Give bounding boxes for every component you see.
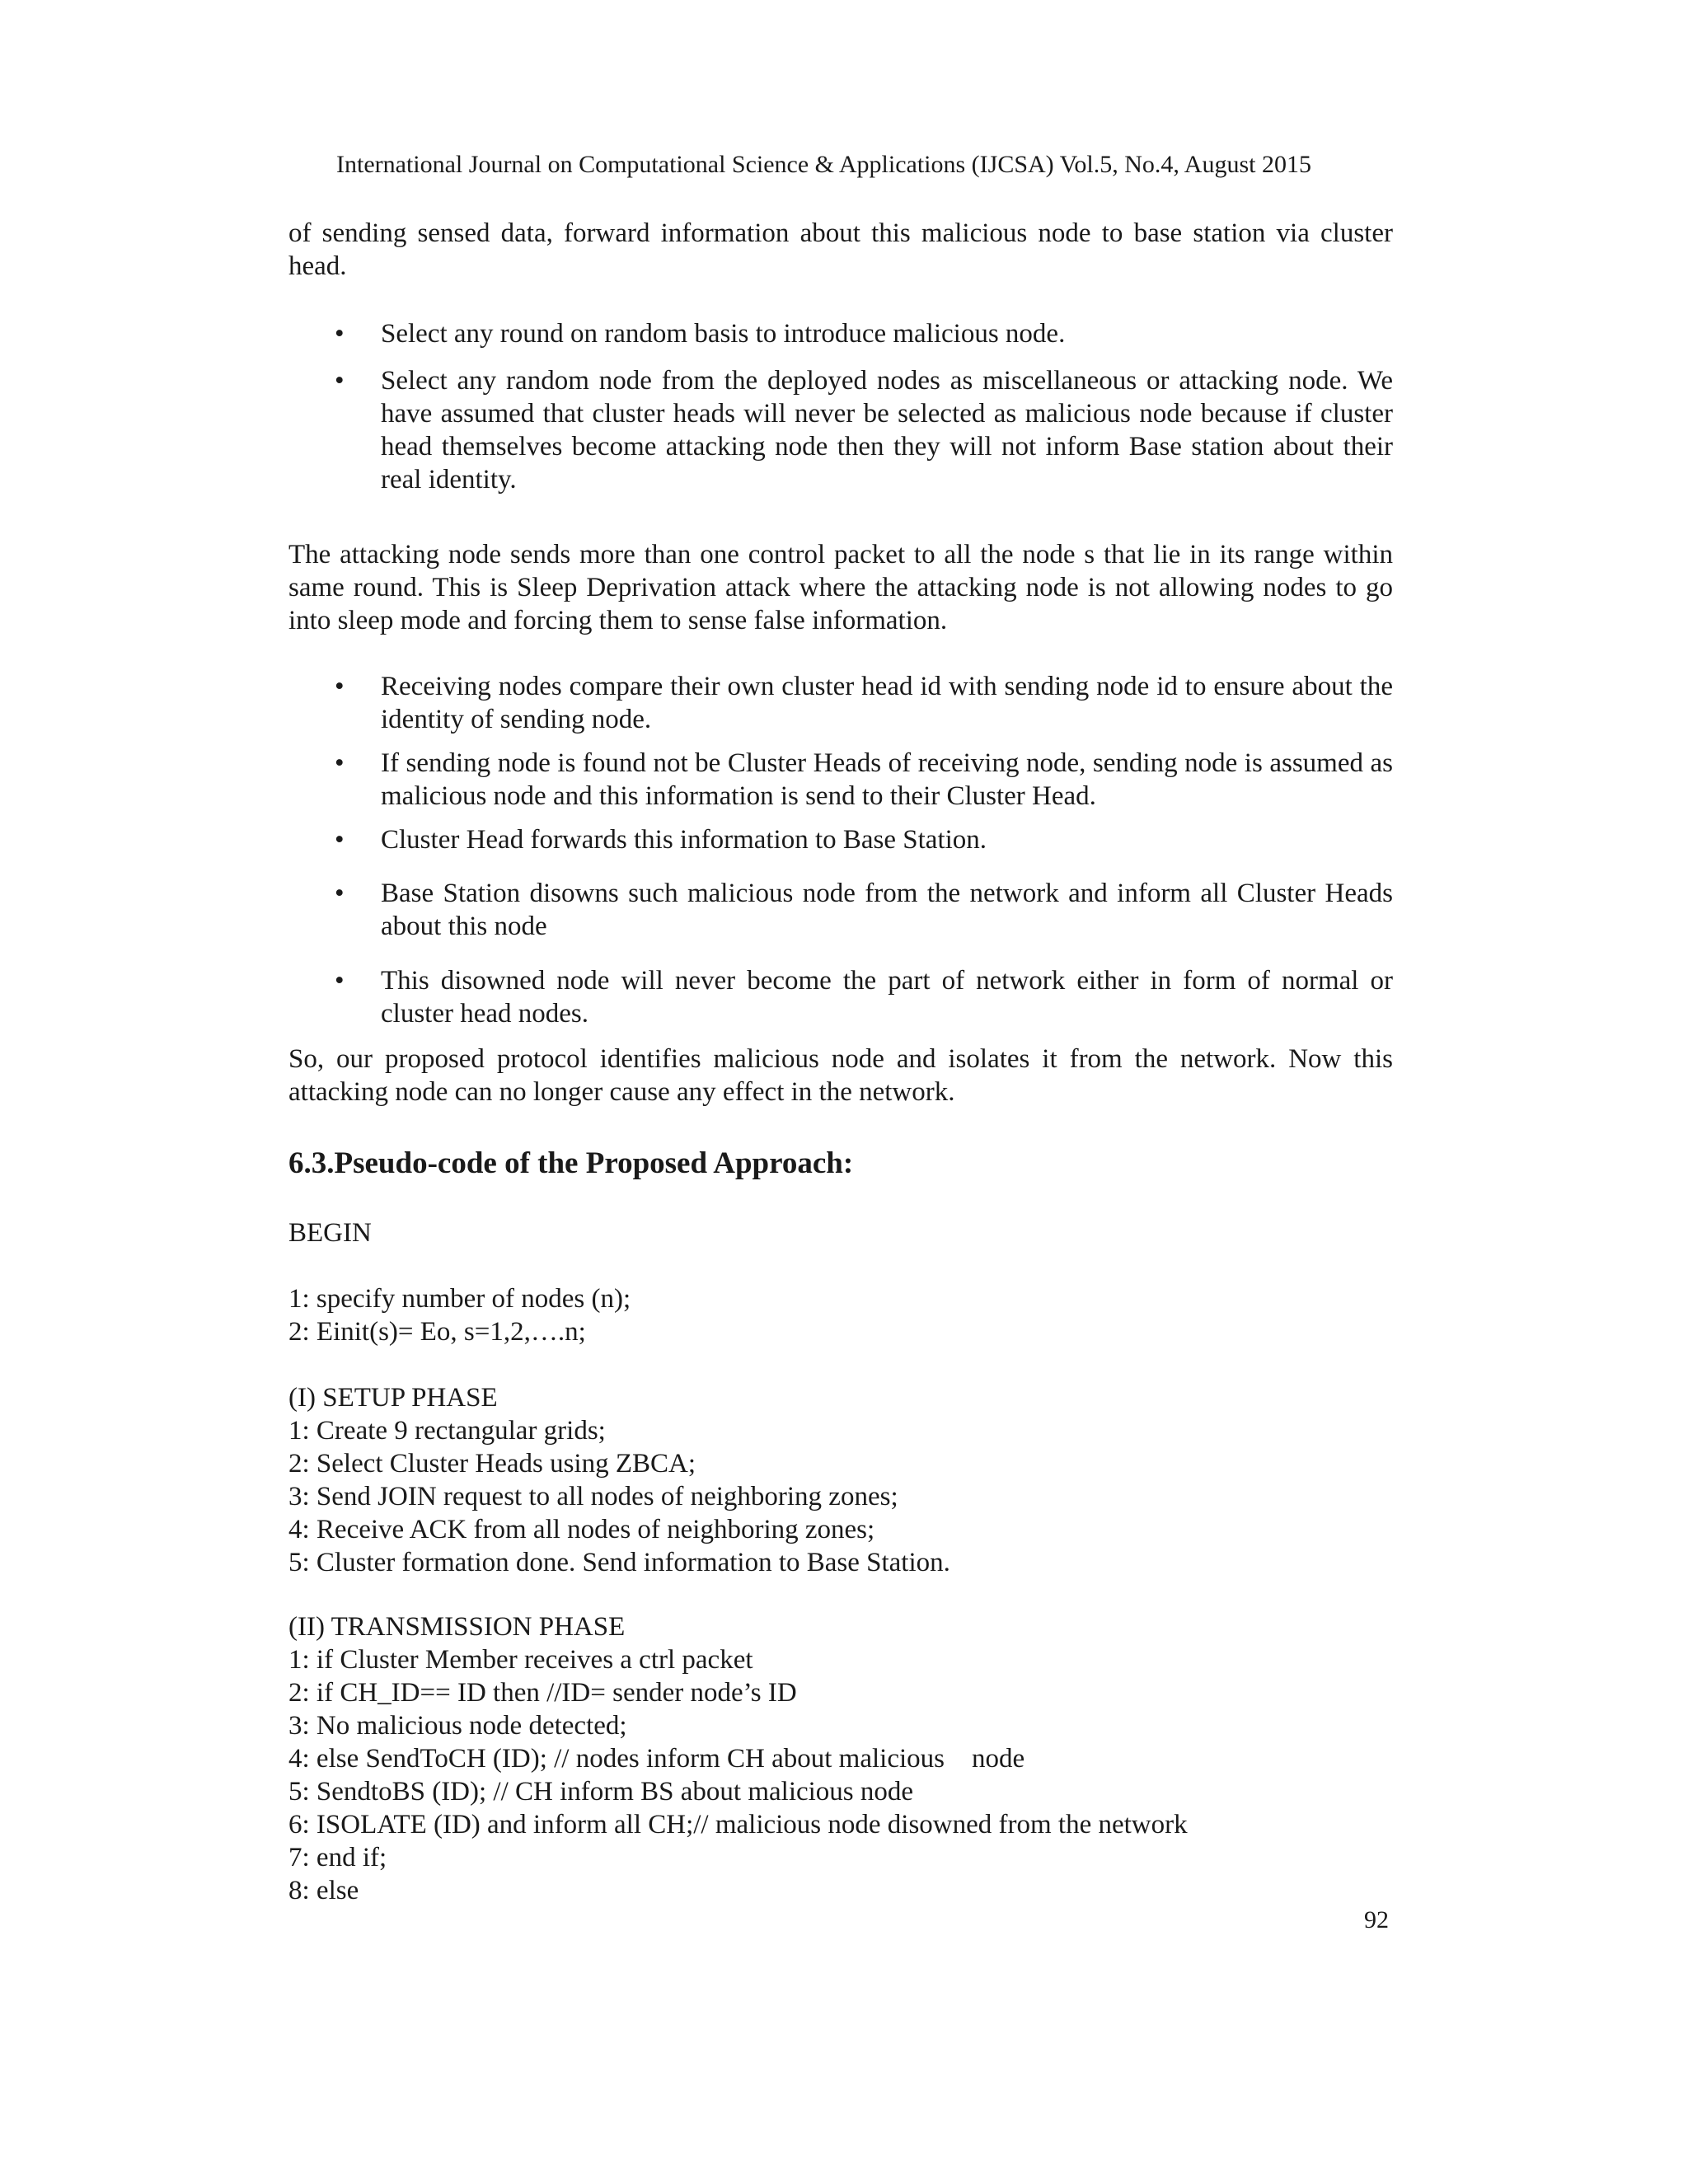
bullet-icon: • — [335, 672, 345, 701]
code-line: 5: Cluster formation done. Send information to Base Station. — [288, 1548, 950, 1577]
code-line: 1: if Cluster Member receives a ctrl packet — [288, 1645, 753, 1675]
bullet-icon: • — [335, 879, 345, 908]
code-line: 3: Send JOIN request to all nodes of neighboring zones; — [288, 1482, 898, 1511]
code-line: 7: end if; — [288, 1843, 387, 1872]
bullet-list-detection — [288, 670, 1393, 1030]
list-item — [288, 964, 1393, 1030]
bullet-icon: • — [335, 748, 345, 778]
list-item-text: Base Station disowns such malicious node from the network and inform all Cluster Heads about this node — [381, 879, 1393, 941]
code-line: 2: if CH_ID== ID then //ID= sender node’s ID — [288, 1678, 797, 1708]
list-item-text: Select any random node from the deployed nodes as miscellaneous or attacking node. We have assumed that cluster heads will never be selected as malicious node because if cluster head themselves become attacking node then they will not inform Base station about their real identity. — [381, 366, 1393, 494]
list-item — [288, 670, 1393, 736]
list-item-text: If sending node is found not be Cluster Heads of receiving node, sending node is assumed as malicious node and this information is send to their Cluster Head. — [381, 748, 1393, 811]
code-line: 2: Einit(s)= Eo, s=1,2,….n; — [288, 1317, 586, 1347]
code-line: 8: else — [288, 1876, 359, 1905]
list-item-text: Select any round on random basis to introduce malicious node. — [381, 319, 1066, 349]
list-item-text: Receiving nodes compare their own cluster head id with sending node id to ensure about the identity of sending node. — [381, 672, 1393, 734]
code-line: 5: SendtoBS (ID); // CH inform BS about malicious node — [288, 1777, 914, 1807]
code-line: 3: No malicious node detected; — [288, 1711, 627, 1741]
attack-paragraph: The attacking node sends more than one control packet to all the node s that lie in its range within same round. This is Sleep Deprivation attack where the attacking node is not allowing nodes to go into sleep mode and forcing them to sense false information. — [288, 540, 1393, 635]
list-item-text: Cluster Head forwards this information to Base Station. — [381, 825, 987, 855]
list-item — [288, 364, 1393, 496]
intro-paragraph: of sending sensed data, forward information about this malicious node to base station via cluster head. — [288, 218, 1393, 281]
bullet-icon: • — [335, 366, 345, 396]
bullet-icon: • — [335, 825, 345, 855]
code-line: 4: else SendToCH (ID); // nodes inform CH about malicious node — [288, 1744, 1025, 1774]
code-line: 2: Select Cluster Heads using ZBCA; — [288, 1449, 696, 1479]
conclusion-paragraph: So, our proposed protocol identifies malicious node and isolates it from the network. Now this attacking node can no longer cause any effect in the network. — [288, 1044, 1393, 1107]
list-item — [288, 877, 1393, 943]
list-item-text: This disowned node will never become the part of network either in form of normal or cluster head nodes. — [381, 966, 1393, 1029]
list-item — [288, 317, 1393, 350]
code-line: BEGIN — [288, 1218, 372, 1248]
code-line: 1: specify number of nodes (n); — [288, 1284, 631, 1314]
transmission-phase-title: (II) TRANSMISSION PHASE — [288, 1612, 626, 1642]
code-line: 6: ISOLATE (ID) and inform all CH;// malicious node disowned from the network — [288, 1810, 1188, 1840]
list-item — [288, 823, 1393, 856]
list-item — [288, 747, 1393, 813]
bullet-list-attack-setup — [288, 317, 1393, 496]
code-line: 4: Receive ACK from all nodes of neighboring zones; — [288, 1515, 875, 1544]
section-heading: 6.3.Pseudo-code of the Proposed Approach: — [288, 1146, 854, 1180]
pseudocode-block — [288, 1216, 1393, 1907]
setup-phase-title: (I) SETUP PHASE — [288, 1383, 498, 1413]
bullet-icon: • — [335, 966, 345, 996]
bullet-icon: • — [335, 319, 345, 349]
running-header: International Journal on Computational Science & Applications (IJCSA) Vol.5, No.4, August 2015 — [336, 151, 1311, 178]
page-number: 92 — [1364, 1906, 1389, 1933]
code-line: 1: Create 9 rectangular grids; — [288, 1416, 606, 1446]
